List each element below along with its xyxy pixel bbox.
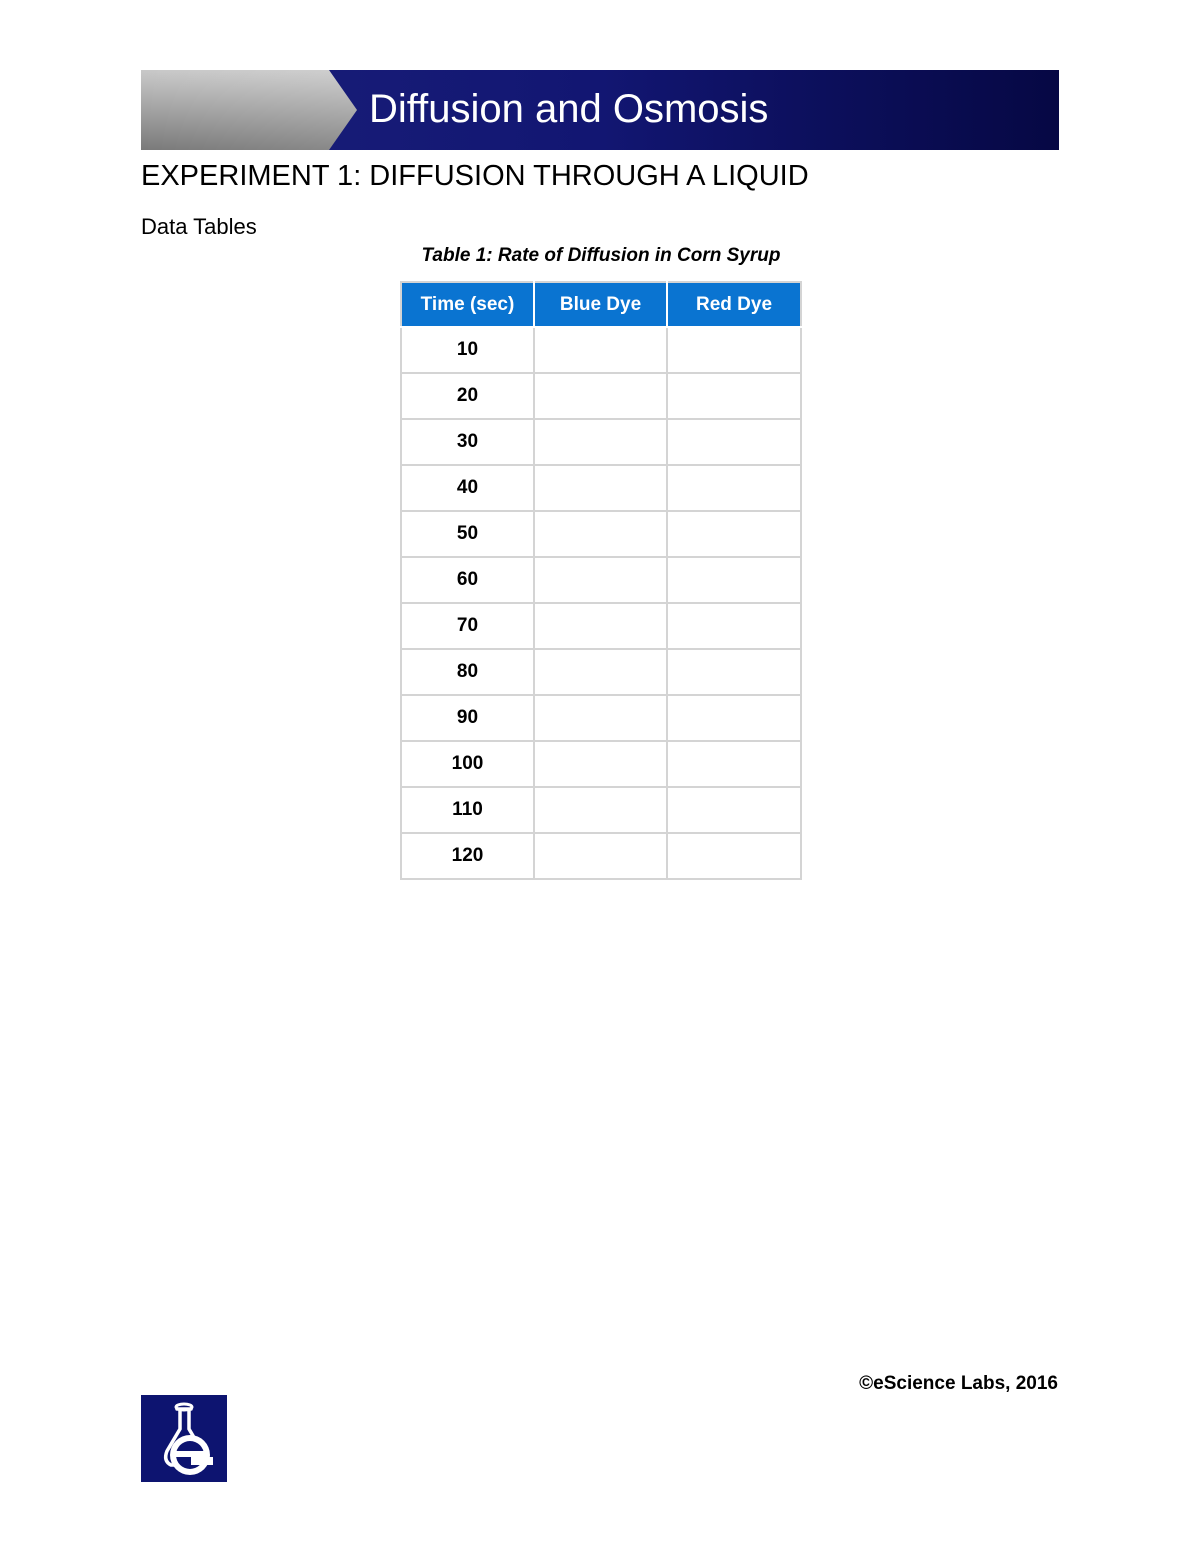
time-cell: 80 [401, 649, 534, 695]
data-tables-heading: Data Tables [141, 214, 257, 239]
red-dye-cell[interactable] [667, 373, 801, 419]
blue-dye-cell[interactable] [534, 465, 667, 511]
copyright-notice: ©eScience Labs, 2016 [859, 1373, 1058, 1394]
flask-e-logo-icon [141, 1395, 227, 1482]
time-cell: 100 [401, 741, 534, 787]
blue-dye-cell[interactable] [534, 833, 667, 879]
escience-logo [141, 1395, 227, 1482]
table-row [401, 557, 801, 603]
table-row [401, 741, 801, 787]
blue-dye-cell[interactable] [534, 787, 667, 833]
table-row [401, 603, 801, 649]
blue-dye-cell[interactable] [534, 695, 667, 741]
red-dye-cell[interactable] [667, 649, 801, 695]
time-cell: 20 [401, 373, 534, 419]
blue-dye-cell[interactable] [534, 419, 667, 465]
red-dye-cell[interactable] [667, 465, 801, 511]
banner-title: Diffusion and Osmosis [369, 87, 769, 131]
blue-dye-cell[interactable] [534, 373, 667, 419]
column-header-red-dye: Red Dye [667, 282, 801, 327]
red-dye-cell[interactable] [667, 557, 801, 603]
table-row [401, 787, 801, 833]
diffusion-data-table [400, 281, 802, 880]
title-banner [141, 70, 1059, 150]
table-row [401, 419, 801, 465]
time-cell: 120 [401, 833, 534, 879]
red-dye-cell[interactable] [667, 787, 801, 833]
time-cell: 30 [401, 419, 534, 465]
red-dye-cell[interactable] [667, 511, 801, 557]
table-header-row [401, 282, 801, 327]
table-row [401, 649, 801, 695]
blue-dye-cell[interactable] [534, 327, 667, 373]
column-header-time: Time (sec) [401, 282, 534, 327]
table-row [401, 511, 801, 557]
time-cell: 110 [401, 787, 534, 833]
red-dye-cell[interactable] [667, 327, 801, 373]
red-dye-cell[interactable] [667, 741, 801, 787]
blue-dye-cell[interactable] [534, 741, 667, 787]
time-cell: 70 [401, 603, 534, 649]
time-cell: 50 [401, 511, 534, 557]
blue-dye-cell[interactable] [534, 557, 667, 603]
red-dye-cell[interactable] [667, 833, 801, 879]
red-dye-cell[interactable] [667, 603, 801, 649]
table-row [401, 833, 801, 879]
table-caption: Table 1: Rate of Diffusion in Corn Syrup [421, 245, 781, 266]
red-dye-cell[interactable] [667, 419, 801, 465]
blue-dye-cell[interactable] [534, 603, 667, 649]
table-row [401, 695, 801, 741]
column-header-blue-dye: Blue Dye [534, 282, 667, 327]
time-cell: 90 [401, 695, 534, 741]
time-cell: 60 [401, 557, 534, 603]
table-row [401, 327, 801, 373]
time-cell: 40 [401, 465, 534, 511]
blue-dye-cell[interactable] [534, 511, 667, 557]
red-dye-cell[interactable] [667, 695, 801, 741]
experiment-title: EXPERIMENT 1: DIFFUSION THROUGH A LIQUID [141, 160, 809, 192]
table-row [401, 465, 801, 511]
time-cell: 10 [401, 327, 534, 373]
table-row [401, 373, 801, 419]
blue-dye-cell[interactable] [534, 649, 667, 695]
